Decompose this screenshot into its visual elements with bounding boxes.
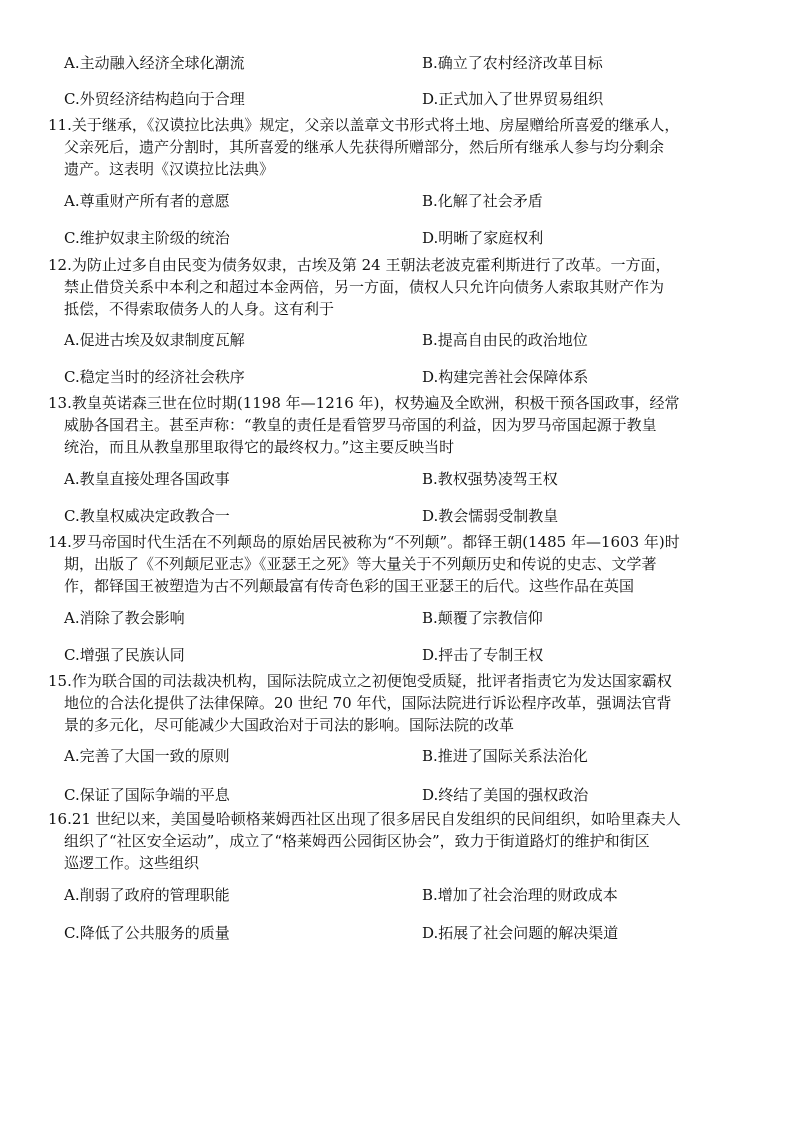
q14-stem-line: 14.罗马帝国时代生活在不列颠岛的原始居民被称为“不列颠”。都铎王朝(1485 年—1603 年)时	[48, 533, 680, 551]
q11-stem-line: 遗产。这表明《汉谟拉比法典》	[64, 160, 275, 178]
q10-option-b[interactable]: B.确立了农村经济改革目标	[422, 54, 603, 72]
q10-option-a[interactable]: A.主动融入经济全球化潮流	[64, 54, 245, 72]
q15-stem-line: 15.作为联合国的司法裁决机构，国际法院成立之初便饱受质疑，批评者指责它为发达国家霸权	[48, 672, 672, 690]
q14-option-c[interactable]: C.增强了民族认同	[64, 646, 185, 664]
q15-stem	[48, 670, 760, 736]
q14-stem-line: 期，出版了《不列颠尼亚志》《亚瑟王之死》等大量关于不列颠历史和传说的史志、文学著	[64, 555, 657, 573]
q13-option-d[interactable]: D.教会懦弱受制教皇	[422, 507, 559, 525]
q11-option-c[interactable]: C.维护奴隶主阶级的统治	[64, 229, 230, 247]
q15-stem-line: 地位的合法化提供了法律保障。20 世纪 70 年代，国际法院进行诉讼程序改革，强调法官背	[64, 694, 672, 712]
q16-options-row-2	[64, 922, 764, 944]
q14-option-a[interactable]: A.消除了教会影响	[64, 609, 185, 627]
q15-stem-line: 景的多元化，尽可能减少大国政治对于司法的影响。国际法院的改革	[64, 716, 515, 734]
q15-options-row-2	[64, 784, 764, 806]
q10-options-row-1	[64, 52, 764, 74]
q16-stem-line: 16.21 世纪以来，美国曼哈顿格莱姆西社区出现了很多居民自发组织的民间组织，如哈里森夫人	[48, 810, 681, 828]
q11-option-a[interactable]: A.尊重财产所有者的意愿	[64, 192, 230, 210]
q15-option-a[interactable]: A.完善了大国一致的原则	[64, 747, 230, 765]
q12-stem	[48, 254, 760, 320]
q12-stem-line: 禁止借贷关系中本利之和超过本金两倍，另一方面，债权人只允许向债务人索取其财产作为	[64, 278, 665, 296]
q16-option-c[interactable]: C.降低了公共服务的质量	[64, 924, 230, 942]
q15-option-d[interactable]: D.终结了美国的强权政治	[422, 786, 589, 804]
q14-options-row-2	[64, 644, 764, 666]
q13-stem	[48, 392, 760, 458]
q12-option-d[interactable]: D.构建完善社会保障体系	[422, 368, 589, 386]
q13-option-b[interactable]: B.教权强势凌驾王权	[422, 470, 558, 488]
q11-option-d[interactable]: D.明晰了家庭权利	[422, 229, 544, 247]
q13-stem-line: 13.教皇英诺森三世在位时期(1198 年—1216 年)，权势遍及全欧洲，积极干预各国政事，经常	[48, 394, 680, 412]
q13-option-a[interactable]: A.教皇直接处理各国政事	[64, 470, 230, 488]
q15-option-c[interactable]: C.保证了国际争端的平息	[64, 786, 230, 804]
q14-option-b[interactable]: B.颠覆了宗教信仰	[422, 609, 543, 627]
q10-option-d[interactable]: D.正式加入了世界贸易组织	[422, 90, 604, 108]
q15-options-row-1	[64, 745, 764, 767]
q16-stem-line: 组织了“社区安全运动”，成立了“格莱姆西公园街区协会”，致力于街道路灯的维护和街区	[64, 832, 650, 850]
q16-stem-line: 巡逻工作。这些组织	[64, 854, 200, 872]
q13-options-row-2	[64, 505, 764, 527]
q14-option-d[interactable]: D.抨击了专制王权	[422, 646, 544, 664]
q11-stem	[48, 114, 760, 180]
q16-option-a[interactable]: A.削弱了政府的管理职能	[64, 886, 230, 904]
q12-stem-line: 12.为防止过多自由民变为债务奴隶，古埃及第 24 王朝法老波克霍利斯进行了改革。一方面，	[48, 256, 671, 274]
q14-stem-line: 作，都铎国王被塑造为古不列颠最富有传奇色彩的国王亚瑟王的后代。这些作品在英国	[64, 577, 635, 595]
q12-option-c[interactable]: C.稳定当时的经济社会秩序	[64, 368, 245, 386]
q13-option-c[interactable]: C.教皇权威决定政教合一	[64, 507, 230, 525]
q12-option-a[interactable]: A.促进古埃及奴隶制度瓦解	[64, 331, 245, 349]
q13-stem-line: 统治，而且从教皇那里取得它的最终权力。”这主要反映当时	[64, 438, 455, 456]
q12-stem-line: 抵偿，不得索取债务人的人身。这有利于	[64, 300, 335, 318]
q13-options-row-1	[64, 468, 764, 490]
q10-options-row-2	[64, 88, 764, 110]
q16-option-d[interactable]: D.拓展了社会问题的解决渠道	[422, 924, 619, 942]
q14-stem	[48, 531, 760, 597]
q12-options-row-1	[64, 329, 764, 351]
q11-stem-line: 父亲死后，遗产分割时，其所喜爱的继承人先获得所赠部分，然后所有继承人参与均分剩余	[64, 138, 665, 156]
q11-option-b[interactable]: B.化解了社会矛盾	[422, 192, 543, 210]
q12-options-row-2	[64, 366, 764, 388]
q11-stem-line: 11.关于继承，《汉谟拉比法典》规定，父亲以盖章文书形式将土地、房屋赠给所喜爱的继承人，	[48, 116, 680, 134]
q10-option-c[interactable]: C.外贸经济结构趋向于合理	[64, 90, 245, 108]
q16-options-row-1	[64, 884, 764, 906]
q11-options-row-1	[64, 190, 764, 212]
q15-option-b[interactable]: B.推进了国际关系法治化	[422, 747, 588, 765]
q14-options-row-1	[64, 607, 764, 629]
q16-option-b[interactable]: B.增加了社会治理的财政成本	[422, 886, 618, 904]
q11-options-row-2	[64, 227, 764, 249]
q12-option-b[interactable]: B.提高自由民的政治地位	[422, 331, 588, 349]
q13-stem-line: 威胁各国君主。甚至声称：“教皇的责任是看管罗马帝国的利益，因为罗马帝国起源于教皇	[64, 416, 657, 434]
q16-stem	[48, 808, 760, 874]
